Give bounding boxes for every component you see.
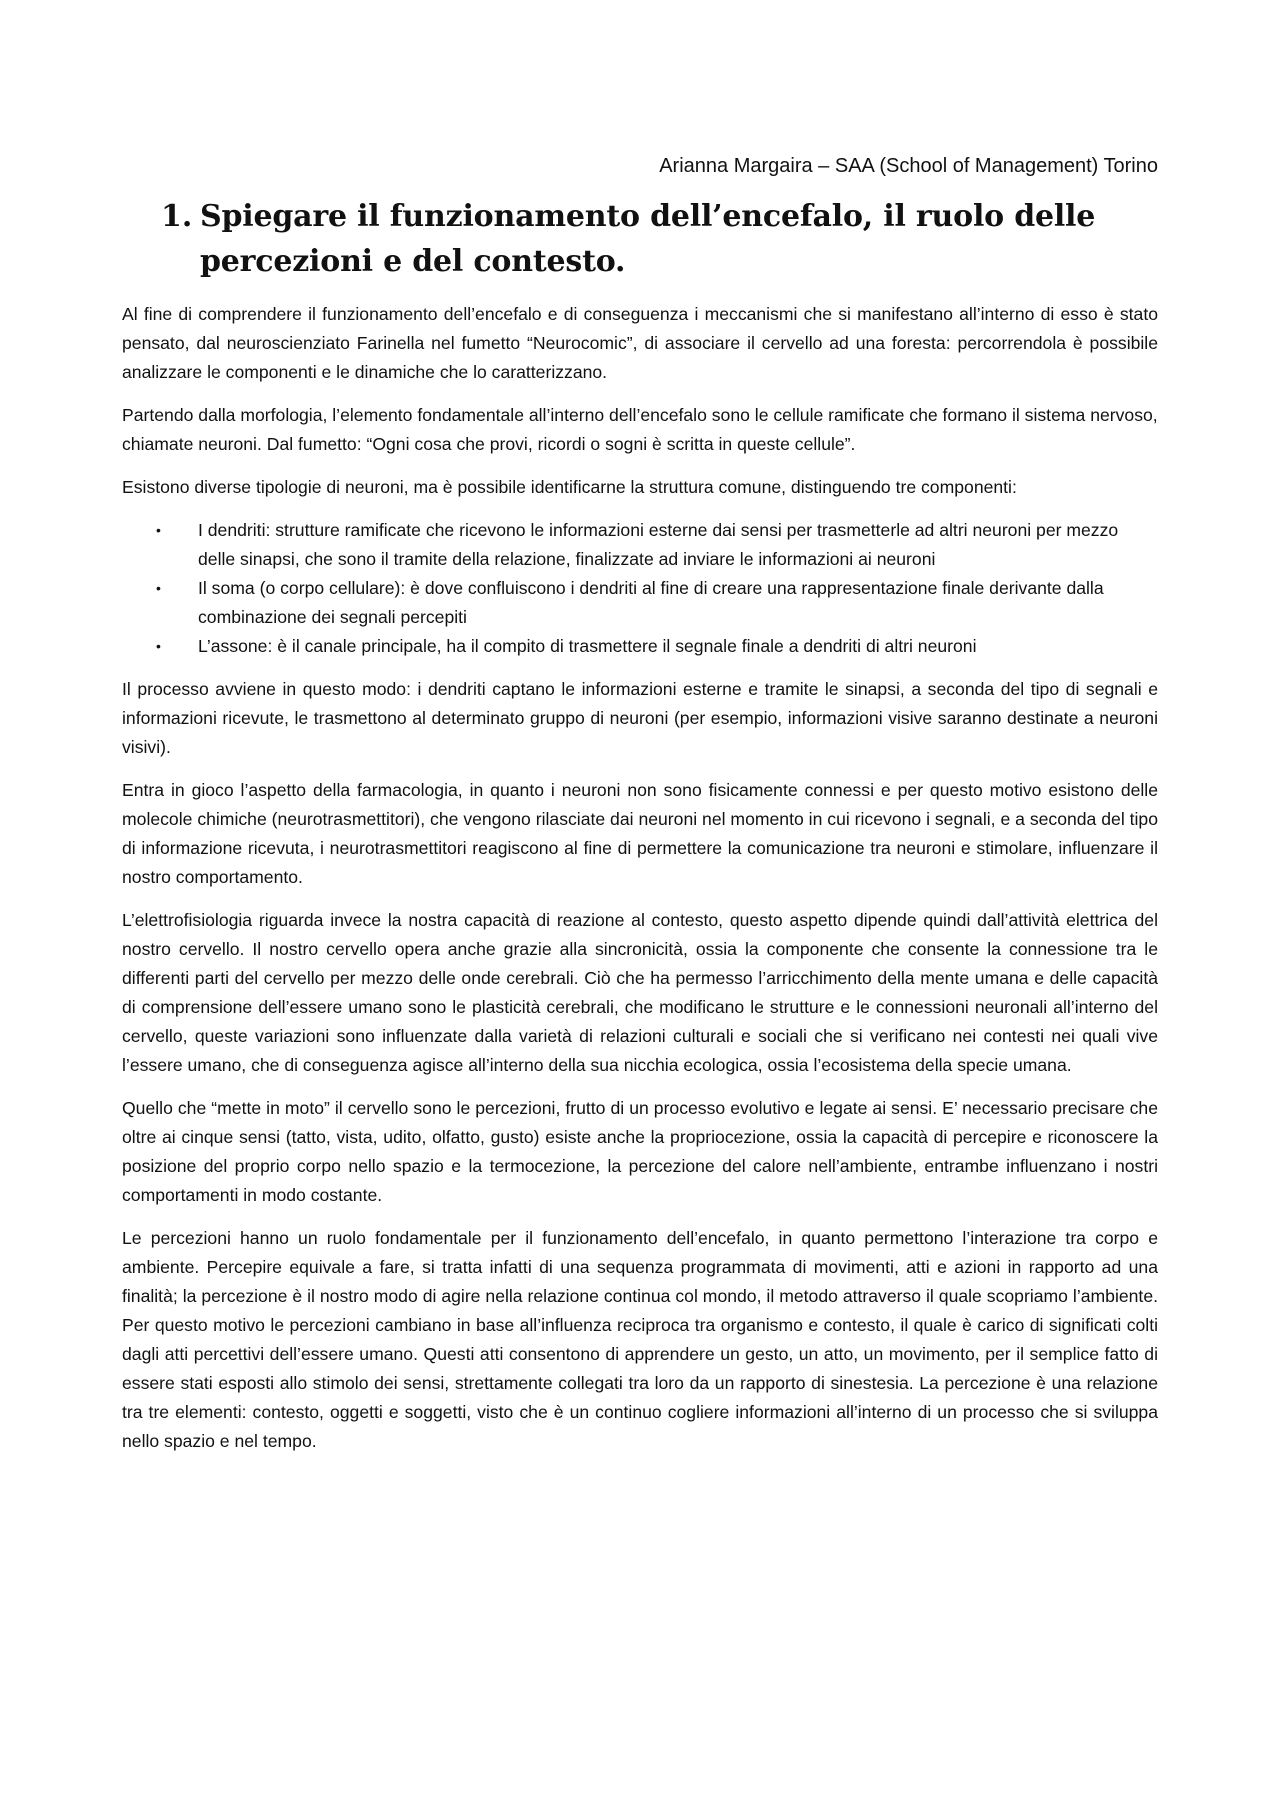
heading-number: 1.	[161, 199, 193, 234]
bullet-icon: •	[156, 638, 161, 654]
paragraph-perceptions: Quello che “mette in moto” il cervello sono le percezioni, frutto di un processo evolutivo e legate ai sensi. E’ necessario precisare che oltre ai cinque sensi (tatto, vista, udito, olfatto, gusto) esiste anche la propriocezione, ossia la capacità di percepire e riconoscere la posizione del proprio corpo nello spazio e la termocezione, la percezione del calore nell’ambiente, entrambe influenzano i nostri comportamenti in modo costante.	[122, 1098, 1158, 1205]
paragraph-morphology: Partendo dalla morfologia, l’elemento fondamentale all’interno dell’encefalo sono le cellule ramificate che formano il sistema nervoso, chiamate neuroni. Dal fumetto: “Ogni cosa che provi, ricordi o sogni è scritta in queste cellule”.	[122, 405, 1158, 454]
bullet-icon: •	[156, 580, 161, 596]
section-heading	[161, 194, 1161, 284]
list-item-dendrites	[156, 516, 1158, 574]
list-item-soma	[156, 574, 1158, 632]
list-item-text: I dendriti: strutture ramificate che ricevono le informazioni esterne dai sensi per trasmetterle ad altri neuroni per mezzo delle sinapsi, che sono il tramite della relazione, finalizzate ad inviare le informazioni ai neuroni	[198, 520, 1119, 569]
paragraph-process: Il processo avviene in questo modo: i dendriti captano le informazioni esterne e tramite le sinapsi, a seconda del tipo di segnali e informazioni ricevute, le trasmettono al determinato gruppo di neuroni (per esempio, informazioni visive saranno destinate a neuroni visivi).	[122, 679, 1158, 757]
paragraph-neuron-types: Esistono diverse tipologie di neuroni, ma è possibile identificarne la struttura comune, distinguendo tre componenti:	[122, 477, 1017, 497]
paragraph-intro: Al fine di comprendere il funzionamento dell’encefalo e di conseguenza i meccanismi che si manifestano all’interno di esso è stato pensato, dal neuroscienziato Farinella nel fumetto “Neurocomic”, di associare il cervello ad una foresta: percorrendola è possibile analizzare le componenti e le dinamiche che lo caratterizzano.	[122, 304, 1158, 382]
heading-text: Spiegare il funzionamento dell’encefalo, il ruolo delle percezioni e del contesto.	[200, 199, 1096, 279]
document-body	[122, 300, 1158, 1470]
list-item-axon	[156, 632, 1158, 661]
paragraph-electrophysiology: L’elettrofisiologia riguarda invece la nostra capacità di reazione al contesto, questo aspetto dipende quindi dall’attività elettrica del nostro cervello. Il nostro cervello opera anche grazie alla sincronicità, ossia la componente che consente la connessione tra le differenti parti del cervello per mezzo delle onde cerebrali. Ciò che ha permesso l’arricchimento della mente umana e delle capacità di comprensione dell’essere umano sono le plasticità cerebrali, che modificano le strutture e le connessioni neuronali all’interno del cervello, queste variazioni sono influenzate dalla varietà di relazioni culturali e sociali che si verificano nei contesti nei quali vive l’essere umano, che di conseguenza agisce all’interno della sua nicchia ecologica, ossia l’ecosistema della specie umana.	[122, 910, 1158, 1075]
list-item-text: L’assone: è il canale principale, ha il compito di trasmettere il segnale finale a dendriti di altri neuroni	[198, 636, 977, 656]
list-item-text: Il soma (o corpo cellulare): è dove confluiscono i dendriti al fine di creare una rappresentazione finale derivante dalla combinazione dei segnali percepiti	[198, 578, 1104, 627]
bullet-icon: •	[156, 522, 161, 538]
paragraph-pharmacology: Entra in gioco l’aspetto della farmacologia, in quanto i neuroni non sono fisicamente connessi e per questo motivo esistono delle molecole chimiche (neurotrasmettitori), che vengono rilasciate dai neuroni nel momento in cui ricevono i segnali, e a seconda del tipo di informazione ricevuta, i neurotrasmettitori reagiscono al fine di permettere la comunicazione tra neuroni e stimolare, influenzare il nostro comportamento.	[122, 780, 1158, 887]
paragraph-perception-role: Le percezioni hanno un ruolo fondamentale per il funzionamento dell’encefalo, in quanto permettono l’interazione tra corpo e ambiente. Percepire equivale a fare, si tratta infatti di una sequenza programmata di movimenti, atti e azioni in rapporto ad una finalità; la percezione è il nostro modo di agire nella relazione continua col mondo, il metodo attraverso il quale scopriamo l’ambiente. Per questo motivo le percezioni cambiano in base all’influenza reciproca tra organismo e contesto, il quale è carico di significati colti dagli atti percettivi dell’essere umano. Questi atti consentono di apprendere un gesto, un atto, un movimento, per il semplice fatto di essere stati esposti allo stimolo dei sensi, strettamente collegati tra loro da un rapporto di sinestesia. La percezione è una relazione tra tre elementi: contesto, oggetti e soggetti, visto che è un continuo cogliere informazioni all’interno di un processo che si sviluppa nello spazio e nel tempo.	[122, 1228, 1158, 1451]
neuron-components-list	[122, 516, 1158, 661]
author-header: Arianna Margaira – SAA (School of Management) Torino	[659, 155, 1158, 177]
